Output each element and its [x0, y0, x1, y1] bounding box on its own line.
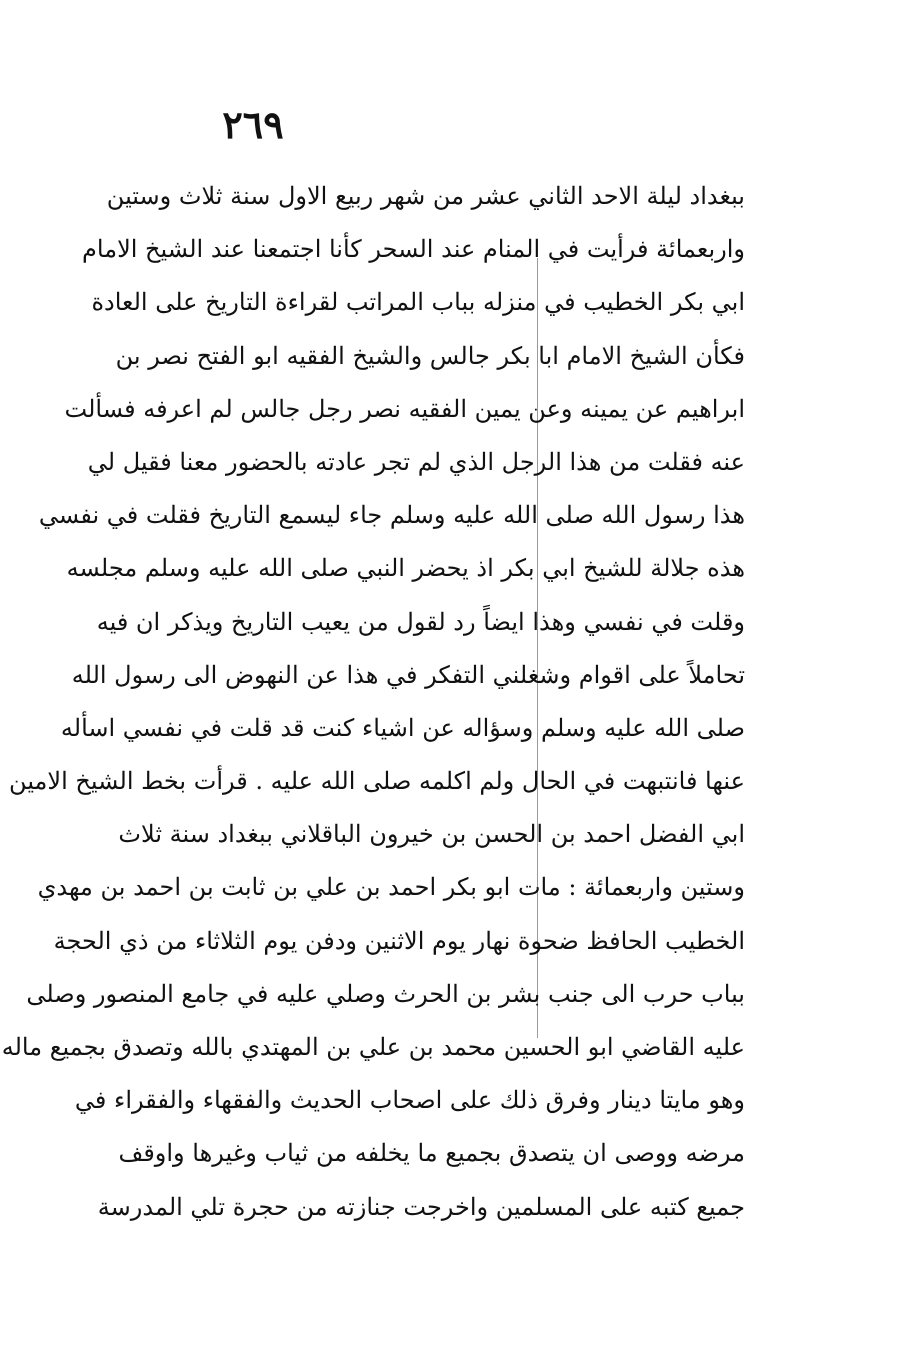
text-line: عنها فانتبهت في الحال ولم اكلمه صلى الله عليه . قرأت بخط الشيخ الامين — [9, 767, 745, 796]
text-line: وستين واربعمائة : مات ابو بكر احمد بن علي بن ثابت بن احمد بن مهدي — [37, 873, 745, 902]
text-line: عنه فقلت من هذا الرجل الذي لم تجر عادته بالحضور معنا فقيل لي — [87, 447, 745, 476]
text-line: تحاملاً على اقوام وشغلني التفكر في هذا عن النهوض الى رسول الله — [71, 660, 745, 689]
text-line: هذا رسول الله صلى الله عليه وسلم جاء ليسمع التاريخ فقلت في نفسي — [38, 501, 745, 530]
page-number: ٢٦٩ — [222, 102, 284, 147]
text-line: عليه القاضي ابو الحسين محمد بن علي بن المهتدي بالله وتصدق بجميع ماله — [1, 1033, 745, 1061]
body-text — [1, 170, 745, 1234]
text-line: ببغداد ليلة الاحد الثاني عشر من شهر ربيع الاول سنة ثلاث وستين — [106, 182, 745, 210]
text-line: وقلت في نفسي وهذا ايضاً رد لقول من يعيب التاريخ ويذكر ان فيه — [96, 607, 745, 636]
text-line: الخطيب الحافظ ضحوة نهار يوم الاثنين ودفن يوم الثلاثاء من ذي الحجة — [53, 926, 745, 955]
text-line: ابي بكر الخطيب في منزله بباب المراتب لقراءة التاريخ على العادة — [91, 288, 745, 317]
text-line: ابراهيم عن يمينه وعن يمين الفقيه نصر رجل جالس لم اعرفه فسألت — [64, 394, 745, 423]
text-line: واربعمائة فرأيت في المنام عند السحر كأنا اجتمعنا عند الشيخ الامام — [82, 235, 745, 264]
text-line: ابي الفضل احمد بن الحسن بن خيرون الباقلاني ببغداد سنة ثلاث — [118, 820, 745, 849]
text-line: هذه جلالة للشيخ ابي بكر اذ يحضر النبي صلى الله عليه وسلم مجلسه — [66, 554, 745, 583]
text-line: فكأن الشيخ الامام ابا بكر جالس والشيخ الفقيه ابو الفتح نصر بن — [115, 341, 745, 370]
text-line: صلى الله عليه وسلم وسؤاله عن اشياء كنت قد قلت في نفسي اسأله — [60, 713, 745, 742]
text-line: جميع كتبه على المسلمين واخرجت جنازته من حجرة تلي المدرسة — [97, 1192, 745, 1221]
text-line: بباب حرب الى جنب بشر بن الحرث وصلي عليه في جامع المنصور وصلى — [26, 979, 745, 1008]
text-line: وهو مايتا دينار وفرق ذلك على اصحاب الحديث والفقهاء والفقراء في — [74, 1086, 745, 1115]
text-line: مرضه ووصى ان يتصدق بجميع ما يخلفه من ثياب وغيرها واوقف — [118, 1139, 745, 1168]
